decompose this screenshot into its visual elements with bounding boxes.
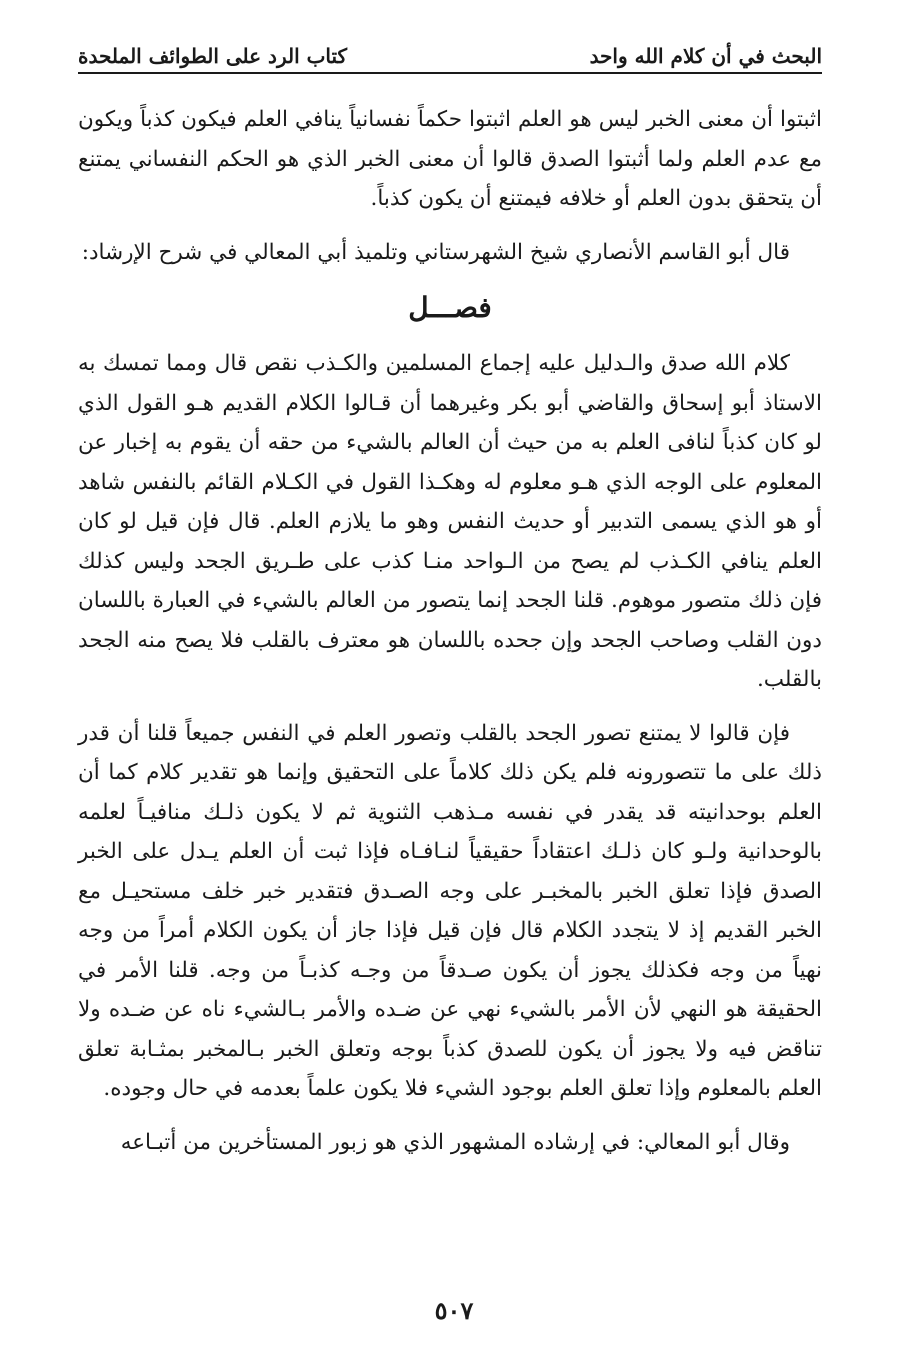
page-number: ٥٠٧ bbox=[434, 1296, 474, 1325]
paragraph-2: قال أبو القاسم الأنصاري شيخ الشهرستاني وتلميذ أبي المعالي في شرح الإرشاد: bbox=[81, 239, 790, 265]
page-body bbox=[78, 100, 822, 1256]
paragraph-1: اثبتوا أن معنى الخبر ليس هو العلم اثبتوا حكماً نفسانياً ينافي العلم فيكون كذباً ويكون مع عدم العلم ولما أثبتوا الصدق قالوا أن معنى الخبر الذي هو الحكم النفساني يمتنع أن يتحقق بدون العلم أو خلافه فيمتنع أن يكون كذباً. bbox=[78, 107, 822, 211]
paragraph-4: فإن قالوا لا يمتنع تصور الجحد بالقلب وتصور العلم في النفس جميعاً قلنا أن قدر ذلك على ما تتصورونه فلم يكن ذلك كلاماً على التحقيق وإنما هو تقدير كلام كما أن العلم بوحدانيته قد يقدر في نفسه مـذهب الثنوية ثم لا يكون ذلـك منافيـاً لعلمه بالوحدانية ولـو كان ذلـك اعتقاداً حقيقياً لنـافـاه فإذا ثبت أن العلم يـدل على الخبر الصدق فإذا تعلق الخبر بالمخبـر على وجه الصـدق فتقدير خبر خلف مستحيـل مع الخبر القديم إذ لا يتجدد الكلام قال فإن قيل فإذا جاز أن يكون الكلام أمراً من وجه نهياً من وجه فكذلك يجوز أن يكون صـدقاً من وجـه كذبـاً من وجه. قلنا الأمر في الحقيقة هو النهي لأن الأمر بالشيء نهي عن ضـده والأمر بـالشيء ناه عن ضـده ولا تناقض فيه ولا يجوز أن يكون للصدق كذباً بوجه وتعلق الخبر بـالمخبر بمثـابة تعلق العلم بالمعلوم وإذا تعلق العلم بوجود الشيء فلا يكون علماً بعدمه في حال وجوده. bbox=[78, 720, 822, 1101]
section-title-text: فصـــل bbox=[408, 291, 492, 324]
header-chapter-title: البحث في أن كلام الله واحد bbox=[589, 44, 822, 68]
paragraph-3: كلام الله صدق والـدليل عليه إجماع المسلمين والكـذب نقص قال ومما تمسك به الاستاذ أبو إسحاق والقاضي أبو بكر وغيرهما أن قـالوا الكلام القديم هـو القول الذي لو كان كذباً لنافى العلم به من حيث أن العالم بالشيء من حقه أن يقوم به إخبار عن المعلوم على الوجه الذي هـو معلوم له وهكـذا القول في الكـلام القائم بالنفس شاهد أو هو الذي يسمى التدبير أو حديث النفس وهو ما يلازم العلم. قال فإن قيل لو كان العلم ينافي الكـذب لم يصح من الـواحد منـا كذب على طـريق الجحد وليس كذلك فإن ذلك متصور موهوم. قلنا الجحد إنما يتصور من العالم بالشيء في العبارة باللسان دون القلب وصاحب الجحد وإن جحده باللسان هو معترف بالقلب فلا يصح منه الجحد بالقلب. bbox=[78, 351, 822, 692]
paragraph-5: وقال أبو المعالي: في إرشاده المشهور الذي هو زبور المستأخرين من أتبـاعه bbox=[120, 1129, 790, 1155]
header-book-title: كتاب الرد على الطوائف الملحدة bbox=[78, 44, 348, 68]
section-title bbox=[78, 286, 822, 330]
running-header bbox=[78, 32, 822, 74]
